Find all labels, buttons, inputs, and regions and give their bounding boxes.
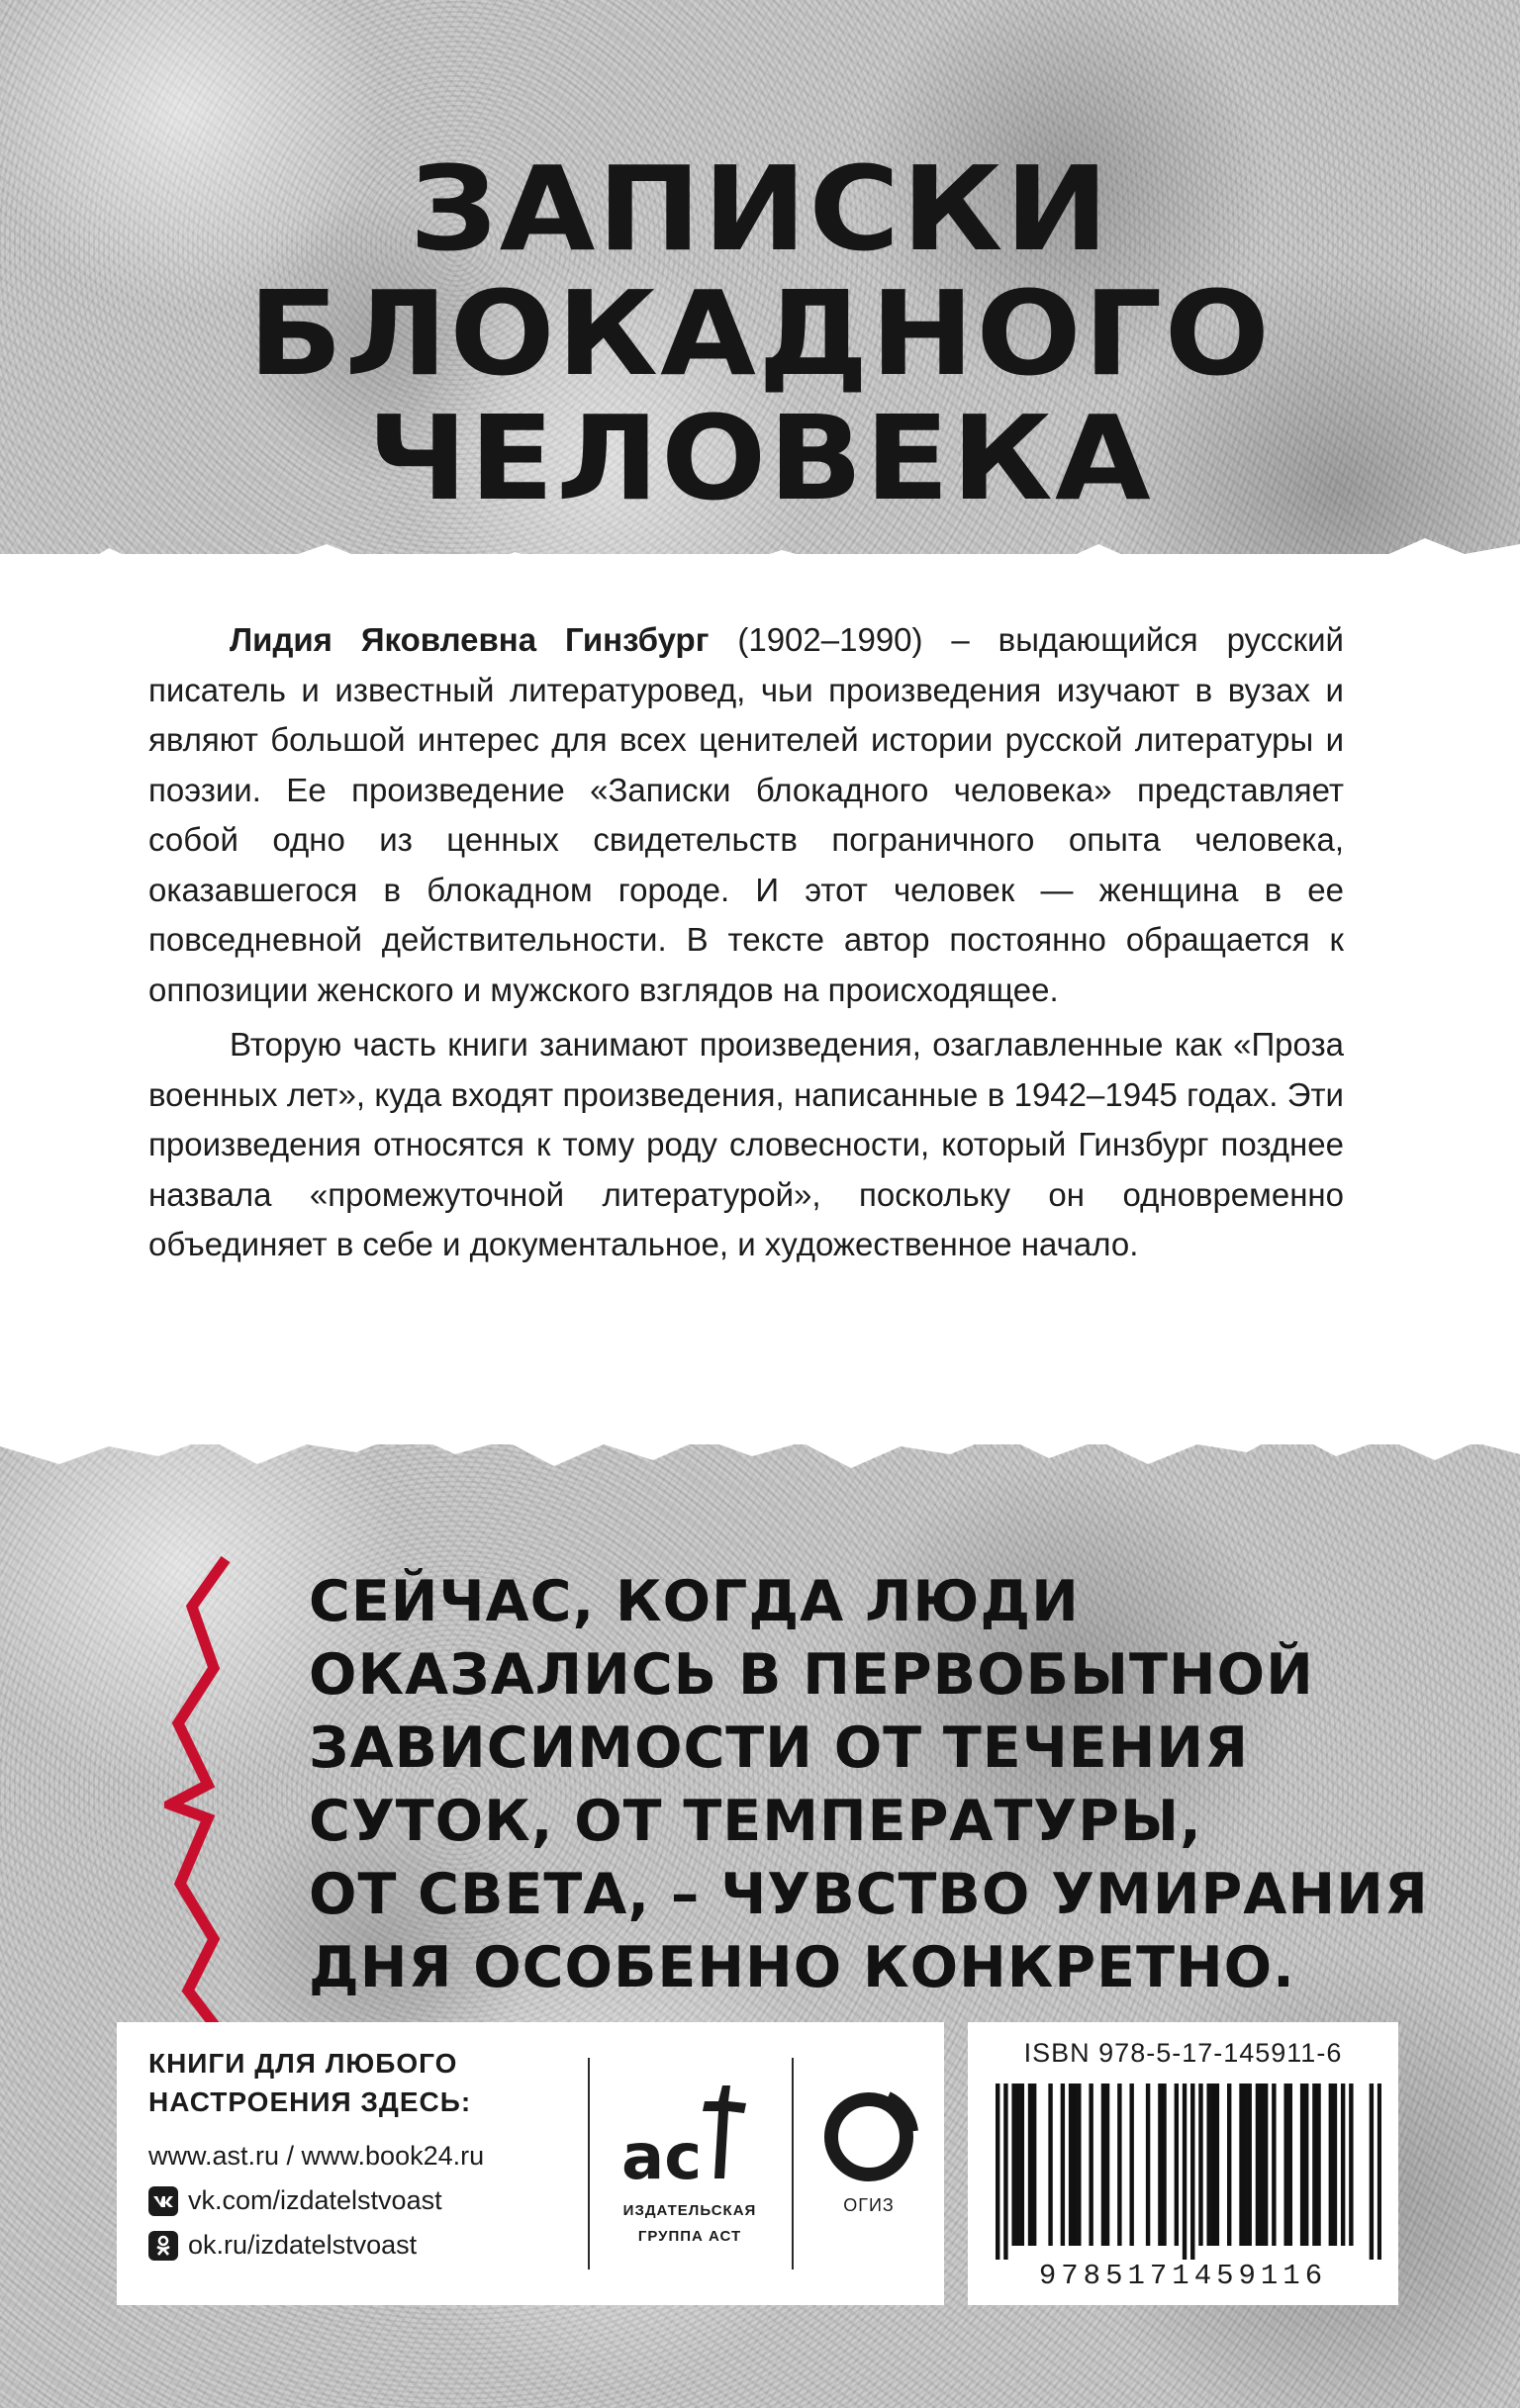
ok-url[interactable]: ok.ru/izdatelstvoast — [188, 2230, 418, 2260]
title-line: БЛОКАДНОГО — [247, 265, 1273, 402]
barcode-bar — [1260, 2084, 1264, 2246]
barcode-bar — [1061, 2084, 1065, 2246]
promo-heading: НАСТРОЕНИЯ ЗДЕСЬ: — [148, 2086, 472, 2117]
barcode-bar — [1190, 2084, 1194, 2260]
publisher-box — [117, 2022, 944, 2305]
book-title — [0, 140, 1520, 526]
pull-quote — [309, 1565, 1429, 2004]
ok-link[interactable] — [148, 2230, 614, 2261]
vk-link[interactable] — [148, 2185, 614, 2216]
barcode-bar — [1239, 2084, 1243, 2246]
website-links[interactable]: www.ast.ru / www.book24.ru — [148, 2141, 485, 2171]
quote-line: СУТОК, ОТ ТЕМПЕРАТУРЫ, — [309, 1789, 1202, 1854]
barcode-bar — [1248, 2084, 1252, 2246]
barcode-bar — [1146, 2084, 1150, 2246]
barcode-bar — [1069, 2084, 1073, 2246]
barcode-bar — [1020, 2084, 1024, 2246]
quote-line: ЗАВИСИМОСТИ ОТ ТЕЧЕНИЯ — [309, 1715, 1250, 1781]
barcode-bar — [1283, 2084, 1287, 2246]
ogiz-caption: ОГИЗ — [843, 2195, 895, 2215]
divider — [792, 2058, 794, 2269]
ast-caption: ИЗДАТЕЛЬСКАЯ — [622, 2202, 757, 2219]
barcode-bar — [1316, 2084, 1320, 2246]
vk-icon — [148, 2186, 178, 2216]
title-line: ЧЕЛОВЕКА — [367, 390, 1153, 526]
barcode-bar — [1175, 2084, 1179, 2246]
quote-line: СЕЙЧАС, КОГДА ЛЮДИ — [309, 1569, 1080, 1634]
barcode-bar — [1028, 2084, 1032, 2246]
barcode-bar — [1227, 2084, 1231, 2246]
barcode-bar — [1243, 2084, 1247, 2246]
barcode-bar — [1089, 2084, 1092, 2246]
barcode-bar — [996, 2084, 999, 2260]
barcode-bar — [1077, 2084, 1081, 2246]
vk-url[interactable]: vk.com/izdatelstvoast — [188, 2185, 442, 2215]
bottom-torn-edge — [0, 1395, 1520, 1504]
paragraph-text: (1902–1990) – выдающийся русский писатель и известный литературовед, чьи произведения изучают в вузах и являют большой интерес для всех ценителей истории русской литературы и поэзии. Ее произведение «Записки блокадного человека» представляет собой одно из ценных свидетельств пограничного опыта человека, оказавшегося в блокадном городе. И этот человек — женщина в ее повседневной действительности. В тексте автор постоянно обращается к оппозиции женского и мужского взглядов на происходящее. — [148, 621, 1344, 1008]
ast-caption: ГРУППА АСТ — [637, 2228, 742, 2245]
barcode-bar — [1016, 2084, 1020, 2246]
red-bracket-icon — [164, 1551, 263, 2034]
barcode-bar — [1349, 2084, 1353, 2246]
barcode-bar — [1162, 2084, 1166, 2246]
top-torn-edge — [0, 514, 1520, 603]
barcode-bar — [1272, 2084, 1276, 2246]
barcode-bar — [1264, 2084, 1268, 2246]
barcode-bar — [1011, 2084, 1015, 2246]
barcode-bar — [1329, 2084, 1333, 2246]
barcode-bar — [1101, 2084, 1105, 2246]
author-name: Лидия Яковлевна Гинзбург — [230, 621, 710, 658]
barcode-digits: 9785171459116 — [1038, 2260, 1328, 2292]
book-description — [148, 615, 1344, 1275]
barcode-bar — [1158, 2084, 1162, 2246]
ast-logo — [596, 2082, 784, 2247]
barcode — [996, 2084, 1381, 2260]
barcode-bar — [1003, 2084, 1007, 2260]
barcode-bar — [1256, 2084, 1260, 2246]
ok-icon — [148, 2231, 178, 2261]
barcode-bar — [1183, 2084, 1187, 2260]
barcode-bar — [1341, 2084, 1345, 2246]
barcode-bar — [1048, 2084, 1052, 2246]
barcode-bar — [1032, 2084, 1036, 2246]
divider — [588, 2058, 590, 2269]
isbn-label: ISBN 978-5-17-145911-6 — [1023, 2038, 1343, 2068]
quote-line: ОКАЗАЛИСЬ В ПЕРВОБЫТНОЙ — [309, 1642, 1314, 1708]
barcode-bar — [1370, 2084, 1374, 2260]
description-paragraph: Вторую часть книги занимают произведения, озаглавленные как «Проза военных лет», куда входят произведения, написанные в 1942–1945 годах. Эти произведения относятся к тому роду словесности, который Гинзбург позднее назвала «промежуточной литературой», поскольку он одновременно объединяет в себе и документальное, и художественное начало. — [148, 1026, 1344, 1262]
barcode-bar — [1312, 2084, 1316, 2246]
barcode-bar — [1073, 2084, 1077, 2246]
barcode-bar — [1300, 2084, 1304, 2246]
barcode-bar — [1117, 2084, 1121, 2246]
description-paragraph — [148, 615, 1344, 1015]
footer-info-panel — [117, 2022, 1398, 2305]
promo-block — [148, 2044, 614, 2261]
barcode-bar — [1206, 2084, 1210, 2246]
barcode-bar — [1304, 2084, 1308, 2246]
promo-heading: КНИГИ ДЛЯ ЛЮБОГО — [148, 2048, 458, 2079]
barcode-bar — [1105, 2084, 1109, 2246]
barcode-bar — [1288, 2084, 1292, 2246]
barcode-bar — [1129, 2084, 1133, 2246]
barcode-bar — [1211, 2084, 1215, 2246]
barcode-bar — [1378, 2084, 1381, 2260]
ogiz-logo — [809, 2087, 928, 2216]
barcode-bar — [1198, 2084, 1202, 2246]
barcode-bar — [1215, 2084, 1219, 2246]
title-line: ЗАПИСКИ — [409, 140, 1111, 277]
ast-logo-icon — [616, 2082, 764, 2190]
svg-text:ас: ас — [621, 2121, 703, 2190]
quote-line: ОТ СВЕТА, – ЧУВСТВО УМИРАНИЯ — [309, 1862, 1429, 1927]
ogiz-logo-icon — [819, 2087, 918, 2186]
quote-line: ДНЯ ОСОБЕННО КОНКРЕТНО. — [309, 1935, 1295, 2000]
isbn-box — [968, 2022, 1398, 2305]
barcode-bar — [1333, 2084, 1337, 2246]
